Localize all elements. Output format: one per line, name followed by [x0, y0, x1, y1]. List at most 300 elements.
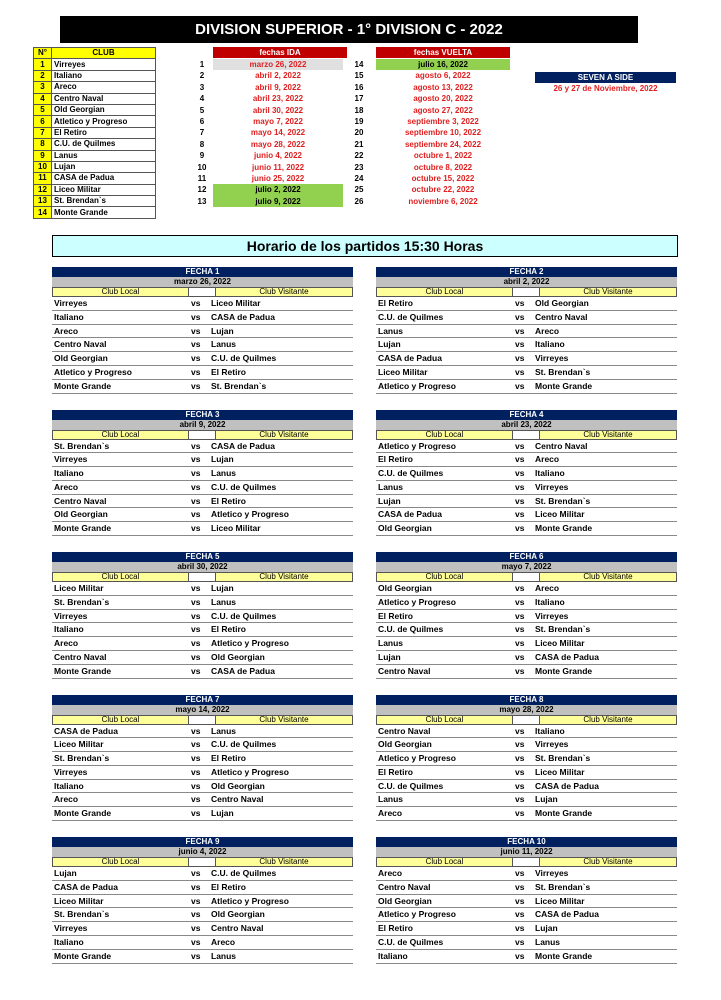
vs-label: vs: [191, 298, 201, 308]
match-row: [52, 508, 353, 522]
vs-label: vs: [191, 950, 201, 961]
date-row: [196, 105, 526, 116]
fixture-date: junio 11, 2022: [376, 847, 677, 857]
ida-date: julio 9, 2022: [213, 196, 343, 207]
home-team: Old Georgian: [54, 353, 108, 364]
fixture-block: [52, 267, 353, 394]
vs-label: vs: [191, 583, 201, 593]
home-team: C.U. de Quilmes: [378, 780, 444, 791]
col-spacer: [189, 287, 215, 297]
vuelta-round-number: 25: [354, 185, 364, 195]
away-team: Virreyes: [535, 868, 569, 878]
vuelta-date: octubre 1, 2022: [413, 151, 473, 161]
home-team: Centro Naval: [54, 339, 107, 350]
col-spacer: [189, 857, 215, 867]
away-team: Lujan: [535, 794, 558, 805]
col-spacer: [189, 430, 215, 440]
away-team: C.U. de Quilmes: [211, 739, 277, 750]
fixture-date: abril 23, 2022: [376, 420, 677, 430]
match-row: [376, 380, 677, 394]
vs-label: vs: [191, 596, 201, 607]
vuelta-round-number: 26: [354, 196, 364, 206]
col-visit-header: Club Visitante: [215, 287, 353, 297]
fixture-column-headers: [52, 430, 353, 440]
col-visit-header: Club Visitante: [539, 287, 677, 297]
vs-label: vs: [191, 353, 201, 364]
match-row: [376, 780, 677, 794]
vs-label: vs: [191, 454, 201, 465]
vuelta-date: octubre 22, 2022: [411, 185, 475, 195]
home-team: El Retiro: [378, 923, 413, 934]
vs-label: vs: [191, 468, 201, 479]
home-team: Atletico y Progreso: [378, 753, 456, 764]
away-team: Liceo Militar: [535, 766, 585, 777]
ida-date: abril 2, 2022: [255, 71, 301, 81]
vuelta-round-number: 22: [354, 151, 364, 161]
away-team: Italiano: [535, 339, 565, 350]
ida-round-number: 11: [197, 174, 207, 183]
vs-label: vs: [191, 651, 201, 662]
home-team: Italiano: [54, 468, 84, 479]
away-team: C.U. de Quilmes: [211, 481, 277, 492]
club-name: Old Georgian: [52, 104, 156, 115]
away-team: Virreyes: [535, 739, 569, 750]
seven-a-side-date: 26 y 27 de Noviembre, 2022: [553, 84, 658, 93]
vuelta-date: julio 16, 2022: [376, 59, 510, 70]
vs-label: vs: [191, 380, 201, 391]
vuelta-round-number: 20: [354, 128, 364, 138]
club-name: El Retiro: [52, 127, 156, 138]
home-team: Old Georgian: [378, 895, 432, 906]
away-team: CASA de Padua: [211, 440, 275, 451]
match-row: [376, 793, 677, 807]
vuelta-round-number: 21: [354, 139, 364, 149]
vuelta-round-number: 16: [354, 82, 364, 92]
away-team: Liceo Militar: [535, 638, 585, 649]
ida-header: fechas IDA: [213, 47, 347, 58]
match-row: [52, 297, 353, 311]
col-spacer: [513, 287, 539, 297]
ida-round-number: 9: [199, 151, 205, 161]
col-local-header: Club Local: [376, 572, 513, 582]
away-team: Atletico y Progreso: [211, 509, 289, 520]
home-team: Liceo Militar: [54, 583, 104, 593]
vuelta-round-number: 17: [354, 94, 364, 104]
home-team: Italiano: [54, 780, 84, 791]
match-row: [376, 752, 677, 766]
home-team: C.U. de Quilmes: [378, 311, 444, 322]
away-team: Centro Naval: [535, 440, 588, 451]
club-number: 8: [34, 139, 52, 150]
away-team: St. Brendan`s: [535, 495, 591, 506]
club-name: Centro Naval: [52, 93, 156, 104]
page-title: DIVISION SUPERIOR - 1° DIVISION C - 2022: [60, 16, 638, 43]
fixture-date: abril 30, 2022: [52, 562, 353, 572]
ida-round-number: 2: [199, 71, 205, 81]
vs-label: vs: [191, 923, 201, 934]
away-team: C.U. de Quilmes: [211, 868, 277, 878]
ida-round-number: 1: [199, 60, 205, 69]
match-row: [376, 582, 677, 596]
fixture-column-headers: [376, 715, 677, 725]
match-row: [52, 522, 353, 536]
away-team: Areco: [211, 936, 236, 947]
match-row: [52, 725, 353, 739]
home-team: Old Georgian: [378, 739, 432, 750]
match-row: [376, 596, 677, 610]
ida-round-number: 10: [197, 162, 207, 172]
match-row: [52, 908, 353, 922]
col-visit-header: Club Visitante: [539, 572, 677, 582]
match-row: [52, 867, 353, 881]
club-row: [34, 139, 156, 150]
away-team: Centro Naval: [211, 923, 264, 934]
fixture-date: marzo 26, 2022: [52, 277, 353, 287]
fixture-column-headers: [52, 715, 353, 725]
home-team: Old Georgian: [378, 583, 432, 593]
vs-label: vs: [515, 366, 525, 377]
away-team: CASA de Padua: [535, 909, 599, 920]
vs-label: vs: [515, 923, 525, 934]
club-number: 12: [34, 184, 52, 195]
away-team: El Retiro: [211, 495, 246, 506]
match-row: [376, 453, 677, 467]
home-team: Italiano: [54, 311, 84, 322]
fixture-block: [52, 695, 353, 822]
away-team: El Retiro: [211, 624, 246, 635]
club-number: 9: [34, 150, 52, 161]
match-row: [376, 325, 677, 339]
match-row: [376, 623, 677, 637]
fixture-column-headers: [376, 287, 677, 297]
match-row: [376, 725, 677, 739]
vs-label: vs: [515, 936, 525, 947]
home-team: Atletico y Progreso: [378, 596, 456, 607]
match-row: [52, 453, 353, 467]
home-team: Centro Naval: [54, 651, 107, 662]
match-row: [376, 522, 677, 536]
match-row: [52, 780, 353, 794]
club-name: Monte Grande: [52, 207, 156, 218]
fixture-title: FECHA 4: [376, 410, 677, 420]
home-team: Areco: [54, 794, 79, 805]
match-row: [52, 338, 353, 352]
home-team: CASA de Padua: [54, 881, 118, 892]
match-row: [376, 495, 677, 509]
col-visit-header: Club Visitante: [215, 715, 353, 725]
vs-label: vs: [515, 509, 525, 520]
match-row: [376, 651, 677, 665]
match-row: [52, 582, 353, 596]
vs-label: vs: [191, 808, 201, 819]
vuelta-date: septiembre 10, 2022: [404, 128, 482, 138]
vuelta-date: octubre 15, 2022: [411, 174, 475, 183]
vs-label: vs: [191, 610, 201, 621]
match-row: [52, 467, 353, 481]
home-team: C.U. de Quilmes: [378, 624, 444, 635]
club-row: [34, 196, 156, 207]
away-team: St. Brendan`s: [211, 380, 267, 391]
fixture-column-headers: [52, 287, 353, 297]
vuelta-round-number: 15: [354, 71, 364, 81]
date-row: [196, 196, 526, 207]
club-number: 4: [34, 93, 52, 104]
home-team: Monte Grande: [54, 380, 112, 391]
fixture-column-headers: [376, 572, 677, 582]
match-row: [376, 908, 677, 922]
away-team: Lujan: [535, 923, 558, 934]
vs-label: vs: [515, 380, 525, 391]
club-number: 13: [34, 196, 52, 207]
home-team: Liceo Militar: [378, 366, 428, 377]
club-number: 11: [34, 173, 52, 184]
fixture-date: junio 4, 2022: [52, 847, 353, 857]
match-row: [52, 495, 353, 509]
ida-round-number: 4: [199, 94, 205, 104]
match-row: [52, 752, 353, 766]
ida-date: junio 11, 2022: [251, 162, 305, 172]
club-name: CASA de Padua: [52, 173, 156, 184]
away-team: Lanus: [211, 468, 237, 479]
home-team: Atletico y Progreso: [378, 440, 456, 451]
club-name: Areco: [52, 82, 156, 93]
vuelta-date: agosto 27, 2022: [413, 105, 473, 115]
club-name-header: CLUB: [52, 48, 156, 59]
home-team: St. Brendan`s: [54, 440, 110, 451]
vs-label: vs: [515, 339, 525, 350]
home-team: Virreyes: [54, 298, 88, 308]
club-row: [34, 116, 156, 127]
vs-label: vs: [515, 950, 525, 961]
home-team: C.U. de Quilmes: [378, 936, 444, 947]
away-team: Virreyes: [535, 610, 569, 621]
vs-label: vs: [515, 481, 525, 492]
away-team: Liceo Militar: [535, 895, 585, 906]
match-row: [52, 311, 353, 325]
home-team: Centro Naval: [378, 725, 431, 736]
col-local-header: Club Local: [52, 715, 189, 725]
col-spacer: [513, 430, 539, 440]
fixture-title: FECHA 2: [376, 267, 677, 277]
match-row: [376, 738, 677, 752]
seven-a-side-label: SEVEN A SIDE: [535, 72, 676, 83]
away-team: Areco: [535, 454, 560, 465]
home-team: CASA de Padua: [378, 509, 442, 520]
vs-label: vs: [515, 440, 525, 451]
home-team: CASA de Padua: [378, 353, 442, 364]
vs-label: vs: [191, 766, 201, 777]
away-team: CASA de Padua: [535, 651, 599, 662]
fixture-block: [376, 837, 677, 964]
vs-label: vs: [191, 638, 201, 649]
away-team: Liceo Militar: [211, 298, 261, 308]
vuelta-round-number: 23: [354, 162, 364, 172]
away-team: Lanus: [535, 936, 561, 947]
home-team: Old Georgian: [54, 509, 108, 520]
vs-label: vs: [515, 794, 525, 805]
club-num-header: N°: [34, 48, 52, 59]
club-name: C.U. de Quilmes: [52, 139, 156, 150]
vs-label: vs: [515, 895, 525, 906]
match-row: [52, 950, 353, 964]
away-team: St. Brendan`s: [535, 753, 591, 764]
club-name: Virreyes: [52, 59, 156, 70]
away-team: Italiano: [535, 468, 565, 479]
vuelta-round-number: 19: [354, 117, 364, 126]
col-spacer: [513, 715, 539, 725]
vs-label: vs: [515, 596, 525, 607]
away-team: St. Brendan`s: [535, 624, 591, 635]
home-team: Lanus: [378, 325, 404, 336]
match-row: [52, 325, 353, 339]
vs-label: vs: [515, 454, 525, 465]
col-visit-header: Club Visitante: [215, 857, 353, 867]
home-team: Atletico y Progreso: [378, 909, 456, 920]
club-name: Lujan: [52, 161, 156, 172]
vuelta-date: agosto 6, 2022: [415, 71, 471, 81]
date-row: [196, 82, 526, 93]
fixture-date: abril 2, 2022: [376, 277, 677, 287]
club-row: [34, 150, 156, 161]
match-row: [52, 922, 353, 936]
home-team: Lujan: [378, 651, 401, 662]
vs-label: vs: [191, 509, 201, 520]
col-local-header: Club Local: [376, 857, 513, 867]
match-row: [52, 623, 353, 637]
away-team: CASA de Padua: [211, 311, 275, 322]
vs-label: vs: [191, 780, 201, 791]
club-row: [34, 104, 156, 115]
away-team: Lanus: [211, 339, 237, 350]
away-team: CASA de Padua: [211, 665, 275, 676]
home-team: Areco: [54, 325, 79, 336]
match-row: [376, 311, 677, 325]
vuelta-date: noviembre 6, 2022: [408, 196, 478, 206]
home-team: Atletico y Progreso: [378, 380, 456, 391]
away-team: Old Georgian: [535, 298, 589, 308]
home-team: El Retiro: [378, 454, 413, 465]
ida-date: abril 23, 2022: [252, 94, 304, 104]
match-row: [376, 338, 677, 352]
away-team: Areco: [535, 583, 560, 593]
date-row: [196, 173, 526, 184]
away-team: El Retiro: [211, 366, 246, 377]
home-team: CASA de Padua: [54, 725, 118, 736]
vs-label: vs: [515, 298, 525, 308]
away-team: Italiano: [535, 596, 565, 607]
vs-label: vs: [191, 739, 201, 750]
club-number: 5: [34, 104, 52, 115]
ida-round-number: 8: [199, 139, 205, 149]
away-team: Lujan: [211, 454, 234, 465]
col-visit-header: Club Visitante: [539, 430, 677, 440]
fixture-title: FECHA 8: [376, 695, 677, 705]
vs-label: vs: [515, 868, 525, 878]
away-team: El Retiro: [211, 881, 246, 892]
match-row: [376, 508, 677, 522]
away-team: CASA de Padua: [535, 780, 599, 791]
match-row: [376, 665, 677, 679]
club-name: Lanus: [52, 150, 156, 161]
home-team: Italiano: [54, 936, 84, 947]
date-row: [196, 150, 526, 161]
home-team: Monte Grande: [54, 523, 112, 534]
ida-date: mayo 14, 2022: [250, 128, 306, 138]
vs-label: vs: [515, 638, 525, 649]
col-local-header: Club Local: [376, 715, 513, 725]
club-row: [34, 82, 156, 93]
match-row: [52, 895, 353, 909]
fixture-date: mayo 7, 2022: [376, 562, 677, 572]
home-team: El Retiro: [378, 610, 413, 621]
col-spacer: [189, 572, 215, 582]
away-team: Lanus: [211, 596, 237, 607]
home-team: Italiano: [378, 950, 408, 961]
vs-label: vs: [515, 610, 525, 621]
match-row: [376, 366, 677, 380]
vs-label: vs: [515, 725, 525, 736]
vs-label: vs: [191, 753, 201, 764]
vs-label: vs: [191, 523, 201, 534]
vs-label: vs: [515, 468, 525, 479]
match-row: [52, 651, 353, 665]
fixture-title: FECHA 5: [52, 552, 353, 562]
match-row: [376, 481, 677, 495]
vuelta-date: septiembre 3, 2022: [407, 117, 479, 126]
vuelta-date: agosto 13, 2022: [413, 82, 473, 92]
club-row: [34, 184, 156, 195]
vs-label: vs: [515, 311, 525, 322]
home-team: Lanus: [378, 794, 404, 805]
away-team: Virreyes: [535, 353, 569, 364]
away-team: St. Brendan`s: [535, 881, 591, 892]
home-team: Centro Naval: [54, 495, 107, 506]
fixture-block: [52, 410, 353, 537]
fixture-date: mayo 14, 2022: [52, 705, 353, 715]
fixture-title: FECHA 10: [376, 837, 677, 847]
match-row: [376, 637, 677, 651]
vs-label: vs: [515, 780, 525, 791]
fixture-title: FECHA 3: [52, 410, 353, 420]
fixture-block: [52, 837, 353, 964]
away-team: Lujan: [211, 325, 234, 336]
vs-label: vs: [191, 481, 201, 492]
fixture-block: [376, 267, 677, 394]
home-team: Areco: [378, 808, 403, 819]
ida-date: abril 30, 2022: [252, 105, 304, 115]
vuelta-round-number: 14: [354, 60, 364, 69]
home-team: St. Brendan`s: [54, 596, 110, 607]
vuelta-date: agosto 20, 2022: [413, 94, 473, 104]
col-local-header: Club Local: [52, 287, 189, 297]
home-team: Areco: [54, 481, 79, 492]
match-row: [52, 610, 353, 624]
home-team: Old Georgian: [378, 523, 432, 534]
club-name: Italiano: [52, 70, 156, 81]
vs-label: vs: [191, 366, 201, 377]
club-number: 3: [34, 82, 52, 93]
home-team: Lujan: [54, 868, 77, 878]
match-row: [52, 637, 353, 651]
away-team: Monte Grande: [535, 380, 593, 391]
match-row: [376, 950, 677, 964]
vuelta-date: septiembre 24, 2022: [404, 139, 482, 149]
home-team: Lanus: [378, 638, 404, 649]
fixture-column-headers: [376, 857, 677, 867]
away-team: Old Georgian: [211, 780, 265, 791]
vs-label: vs: [515, 766, 525, 777]
away-team: Liceo Militar: [535, 509, 585, 520]
